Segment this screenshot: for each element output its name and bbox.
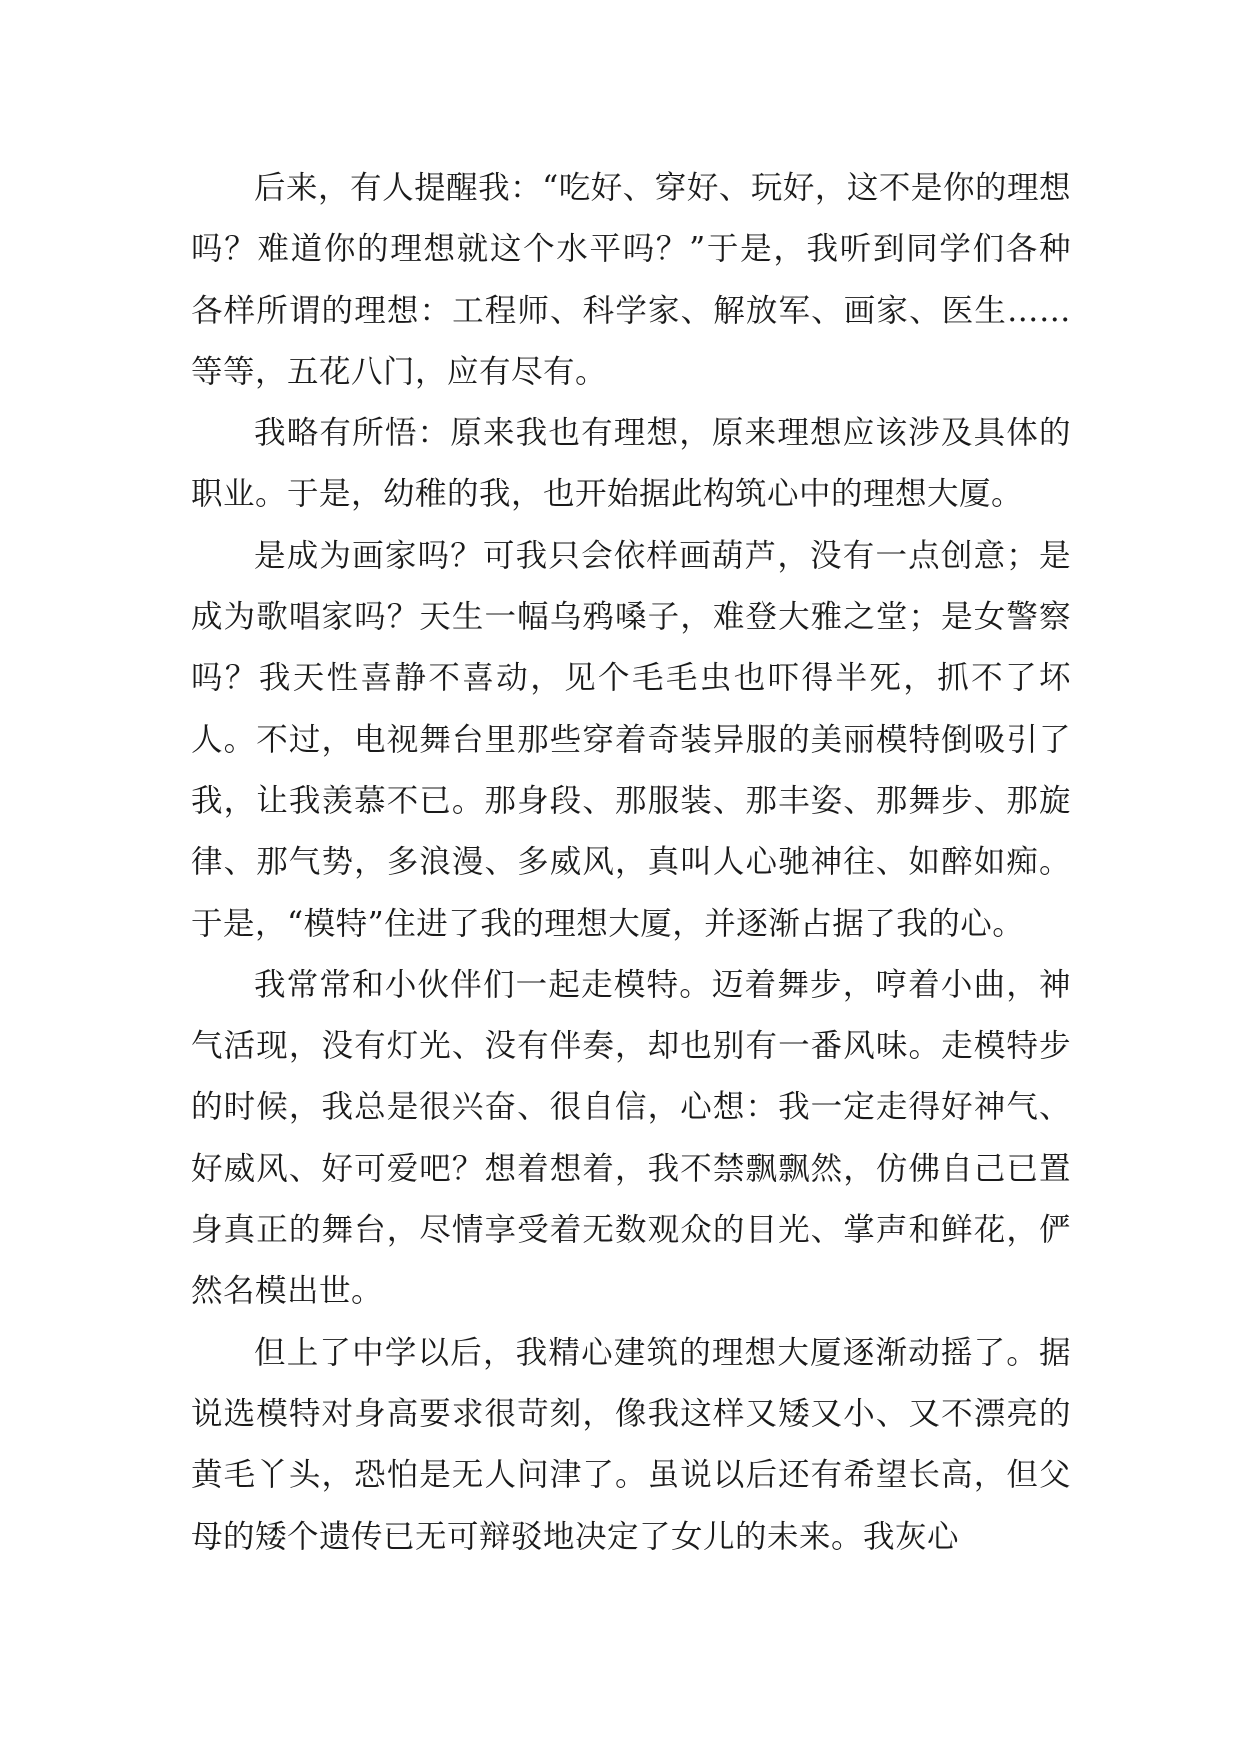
paragraph-1: 后来，有人提醒我：“吃好、穿好、玩好，这不是你的理想吗？难道你的理想就这个水平吗？”于是，我听到同学们各种各样所谓的理想：工程师、科学家、解放军、画家、医生……等等，五花八门，应有尽有。 [191,170,1071,390]
document-body [191,158,1071,1568]
paragraph-4: 我常常和小伙伴们一起走模特。迈着舞步，哼着小曲，神气活现，没有灯光、没有伴奏，却也别有一番风味。走模特步的时候，我总是很兴奋、很自信，心想：我一定走得好神气、好威风、好可爱吧？想着想着，我不禁飘飘然，仿佛自己已置身真正的舞台，尽情享受着无数观众的目光、掌声和鲜花，俨然名模出世。 [191,966,1071,1310]
paragraph-3: 是成为画家吗？可我只会依样画葫芦，没有一点创意；是成为歌唱家吗？天生一幅乌鸦嗓子，难登大雅之堂；是女警察吗？我天性喜静不喜动，见个毛毛虫也吓得半死，抓不了坏人。不过，电视舞台里那些穿着奇装异服的美丽模特倒吸引了我，让我羡慕不已。那身段、那服装、那丰姿、那舞步、那旋律、那气势，多浪漫、多威风，真叫人心驰神往、如醉如痴。于是，“模特”住进了我的理想大厦，并逐渐占据了我的心。 [191,537,1071,942]
paragraph-2: 我略有所悟：原来我也有理想，原来理想应该涉及具体的职业。于是，幼稚的我，也开始据此构筑心中的理想大厦。 [191,415,1071,513]
paragraph-5: 但上了中学以后，我精心建筑的理想大厦逐渐动摇了。据说选模特对身高要求很苛刻，像我这样又矮又小、又不漂亮的黄毛丫头，恐怕是无人问津了。虽说以后还有希望长高，但父母的矮个遗传已无可辩驳地决定了女儿的未来。我灰心 [191,1334,1071,1555]
